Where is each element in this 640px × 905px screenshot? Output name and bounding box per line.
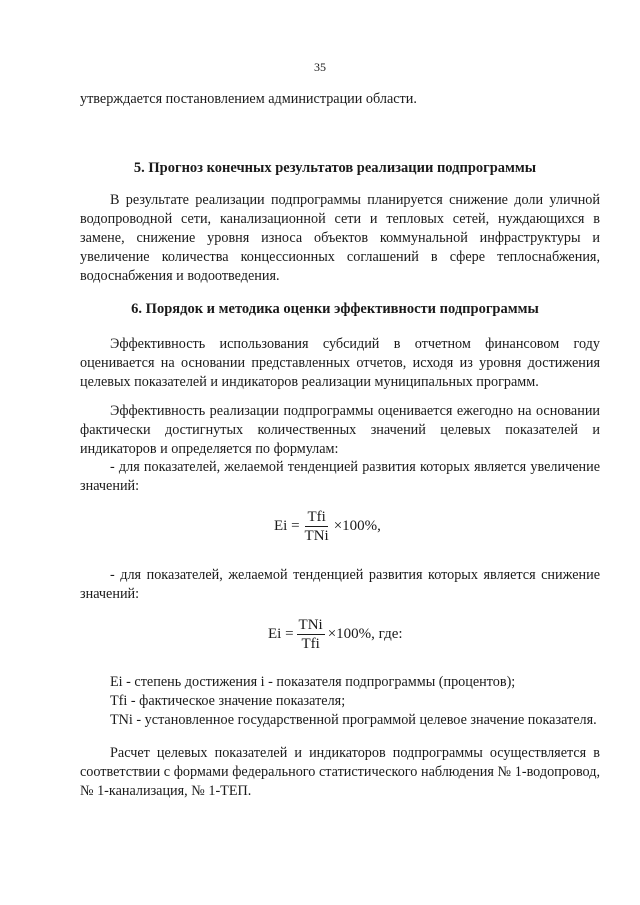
fraction-denominator: TNi <box>304 528 329 544</box>
formula-lhs: Ei = <box>274 518 300 534</box>
case-increase-text: - для показателей, желаемой тенденцией развития которых является увеличение значений: <box>80 459 600 494</box>
fraction <box>297 616 325 653</box>
section5-heading: 5. Прогноз конечных результатов реализации подпрограммы <box>133 160 537 176</box>
definition-tfi: Tfi - фактическое значение показателя; <box>110 693 346 709</box>
intro-line: утверждается постановлением администрации области. <box>80 91 417 107</box>
section6-paragraph-1: Эффективность использования субсидий в отчетном финансовом году оценивается на основании представленных отчетов, исходя из уровня достижения целевых показателей и индикаторов реализации муниципальных программ. <box>80 336 600 390</box>
formula-decrease <box>268 616 403 653</box>
section5-paragraph: В результате реализации подпрограммы планируется снижение доли уличной водопроводной сети, канализационной сети и тепловых сетей, нуждающихся в замене, снижение уровня износа объектов коммунальной инфраструктуры и увеличение количества концессионных соглашений в сфере теплоснабжения, водоснабжения и водоотведения. <box>80 192 600 284</box>
fraction-numerator: TNi <box>298 617 323 633</box>
formula-rhs: ×100%, <box>333 518 381 534</box>
section6-heading: 6. Порядок и методика оценки эффективности подпрограммы <box>131 301 539 317</box>
page-number: 35 <box>314 60 326 74</box>
fraction-denominator: Tfi <box>301 636 320 652</box>
formula-lhs: Ei = <box>268 626 294 642</box>
definition-ei: Ei - степень достижения i - показателя подпрограммы (процентов); <box>110 674 516 690</box>
fraction <box>303 508 331 545</box>
definition-tni: TNi - установленное государственной программой целевое значение показателя. <box>110 712 597 728</box>
case-decrease-text: - для показателей, желаемой тенденцией развития которых является снижение значений: <box>80 567 600 602</box>
formula-increase <box>274 508 381 545</box>
formula-rhs: ×100%, где: <box>327 626 403 642</box>
section6-paragraph-2: Эффективность реализации подпрограммы оценивается ежегодно на основании фактически достигнутых количественных значений целевых показателей и индикаторов и определяется по формулам: <box>80 403 600 457</box>
fraction-numerator: Tfi <box>307 509 326 525</box>
final-paragraph: Расчет целевых показателей и индикаторов подпрограммы осуществляется в соответствии с формами федерального статистического наблюдения № 1-водопровод, № 1-канализация, № 1-ТЕП. <box>80 745 600 799</box>
